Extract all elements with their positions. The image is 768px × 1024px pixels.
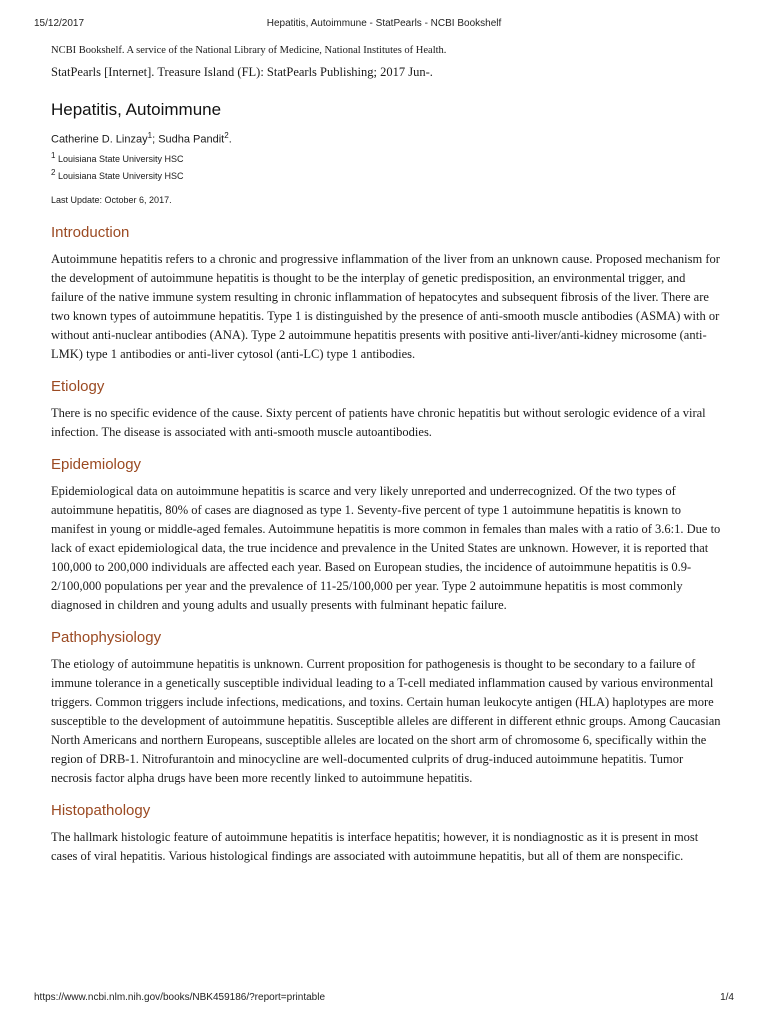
affiliation xyxy=(51,166,721,183)
author-affiliation-mark[interactable]: 1 xyxy=(147,131,153,140)
section-pathophysiology xyxy=(51,629,721,788)
section-body: The hallmark histologic feature of autoimmune hepatitis is interface hepatitis; however, it is nondiagnostic as it is present in most cases of viral hepatitis. Various histological findings are associated with autoimmune hepatitis, but all of them are nonspecific. xyxy=(51,829,699,863)
author-separator: . xyxy=(228,133,232,146)
last-update: Last Update: October 6, 2017. xyxy=(51,194,172,205)
page-number: 1/4 xyxy=(720,992,734,1003)
print-page-title: Hepatitis, Autoimmune - StatPearls - NCBI Bookshelf xyxy=(266,18,502,29)
section-heading: Epidemiology xyxy=(51,455,142,473)
section-heading: Introduction xyxy=(51,223,130,241)
bookshelf-notice: NCBI Bookshelf. A service of the National Library of Medicine, National Institutes of Health. xyxy=(51,45,447,56)
citation: StatPearls [Internet]. Treasure Island (FL): StatPearls Publishing; 2017 Jun-. xyxy=(51,65,433,79)
affiliation-mark: 1 xyxy=(51,150,56,160)
affiliation-mark: 2 xyxy=(51,167,56,177)
affiliation xyxy=(51,149,721,166)
section-heading: Histopathology xyxy=(51,801,151,819)
section-heading: Etiology xyxy=(51,377,105,395)
author-name[interactable]: Sudha Pandit xyxy=(158,133,225,146)
article-title: Hepatitis, Autoimmune xyxy=(51,100,222,119)
section-introduction xyxy=(51,224,721,364)
section-body: Epidemiological data on autoimmune hepatitis is scarce and very likely unreported and underrecognized. Of the two types of autoimmune hepatitis, 80% of cases are diagnosed as type 1. Seventy-five percent of type 1 autoimmune hepatitis is known to manifest in young or middle-aged females. Autoimmune hepatitis is more common in females than males with a ratio of 3.6:1. Due to lack of exact epidemiological data, the true incidence and prevalence in the United States are unknown. However, it is reported that 100,000 to 200,000 individuals are affected each year. Based on European studies, the incidence of autoimmune hepatitis is 0.9-2/100,000 populations per year and the prevalence of 11-25/100,000 per year. Type 2 autoimmune hepatitis is most commonly diagnosed in children and young adults and usually presents with fulminant hepatic failure. xyxy=(51,483,721,612)
author-list xyxy=(51,131,721,146)
author-name[interactable]: Catherine D. Linzay xyxy=(51,133,148,146)
print-date: 15/12/2017 xyxy=(34,18,85,29)
page-url[interactable]: https://www.ncbi.nlm.nih.gov/books/NBK459186/?report=printable xyxy=(34,992,326,1003)
section-histopathology xyxy=(51,802,721,866)
section-epidemiology xyxy=(51,456,721,615)
author-affiliation-mark[interactable]: 2 xyxy=(224,131,229,140)
print-footer xyxy=(0,992,768,1012)
document-content xyxy=(51,40,721,866)
section-heading: Pathophysiology xyxy=(51,628,162,646)
affiliation-text: Louisiana State University HSC xyxy=(57,170,184,181)
author-separator: ; xyxy=(152,133,159,146)
section-body: Autoimmune hepatitis refers to a chronic and progressive inflammation of the liver from an unknown cause. Proposed mechanism for the development of autoimmune hepatitis is thought to be the interplay of genetic predisposition, an environmental trigger, and failure of the native immune system resulting in chronic inflammation of hepatocytes and subsequent fibrosis of the liver. There are two known types of autoimmune hepatitis. Type 1 is distinguished by the presence of anti-smooth muscle antibodies (ASMA) with or without anti-nuclear antibodies (ANA). Type 2 autoimmune hepatitis presents with positive anti-liver/anti-kidney microsome (anti-LMK) type 1 antibodies or anti-liver cytosol (anti-LC) type 1 antibodies. xyxy=(51,251,720,361)
print-header xyxy=(0,0,768,40)
affiliation-text: Louisiana State University HSC xyxy=(57,153,184,164)
section-body: The etiology of autoimmune hepatitis is unknown. Current proposition for pathogenesis is thought to be secondary to a failure of immune tolerance in a genetically susceptible individual leading to a T-cell mediated inflammation caused by various environmental triggers. Common triggers include infections, medications, and toxins. Certain human leukocyte antigen (HLA) haplotypes are more susceptible to the development of autoimmune hepatitis. Susceptible alleles are different in different ethnic groups. Among Caucasian North Americans and northern Europeans, susceptible alleles are located on the short arm of chromosome 6, specifically within the region of DRB-1. Nitrofurantoin and minocycline are well-documented culprits of drug-induced autoimmune hepatitis. Tumor necrosis factor alpha drugs have been more recently linked to autoimmune hepatitis. xyxy=(51,656,721,785)
section-etiology xyxy=(51,378,721,442)
section-body: There is no specific evidence of the cause. Sixty percent of patients have chronic hepatitis but without serologic evidence of a viral infection. The disease is associated with anti-smooth muscle autoantibodies. xyxy=(51,405,706,439)
